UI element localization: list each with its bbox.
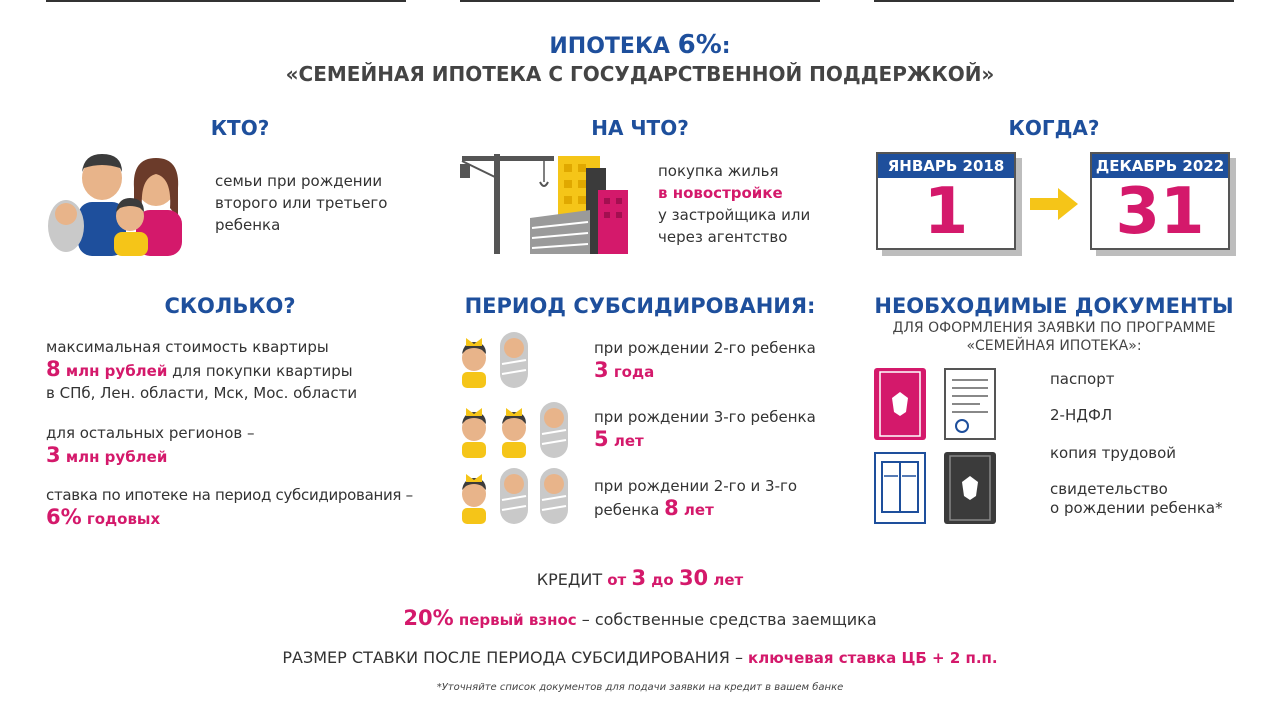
page-title bbox=[0, 30, 1280, 60]
title-suffix: : bbox=[721, 34, 731, 59]
period-row3-unit: лет bbox=[678, 501, 714, 519]
docs-subheading-2: «СЕМЕЙНАЯ ИПОТЕКА»: bbox=[966, 338, 1142, 354]
period-row1-num: 3 bbox=[594, 358, 609, 382]
how-much-line-1: максимальная стоимость квартиры bbox=[46, 338, 329, 356]
title-rate: 6% bbox=[677, 30, 722, 60]
what-line-1: покупка жилья bbox=[658, 162, 779, 180]
calendar-end-day: 31 bbox=[1115, 175, 1205, 249]
period-row2-label: при рождении 3-го ребенка bbox=[594, 408, 816, 426]
docs-subheading-1: ДЛЯ ОФОРМЛЕНИЯ ЗАЯВКИ ПО ПРОГРАММЕ bbox=[892, 320, 1216, 336]
credit-from-num: 3 bbox=[631, 566, 647, 590]
footnote: *Уточняйте список документов для подачи заявки на кредит в вашем банке bbox=[436, 682, 844, 693]
how-much-line-5: ставка по ипотеке на период субсидирования – bbox=[46, 486, 413, 504]
how-much-amount2 bbox=[46, 444, 436, 468]
doc-item-certificate-2: о рождении ребенка* bbox=[1050, 499, 1223, 517]
what-line-3: у застройщика или bbox=[658, 206, 811, 224]
credit-label: КРЕДИТ bbox=[536, 570, 608, 589]
what-line-2: в новостройке bbox=[658, 184, 783, 202]
period-row3-value bbox=[594, 497, 834, 521]
amount2-unit: млн рублей bbox=[60, 448, 168, 466]
arrow-right-icon bbox=[1030, 184, 1080, 224]
after-rate-value: ключевая ставка ЦБ + 2 п.п. bbox=[748, 649, 998, 667]
when-heading: КОГДА? bbox=[1008, 116, 1100, 140]
credit-to: до bbox=[646, 571, 679, 589]
credit-from: от bbox=[607, 571, 632, 589]
calendar-page bbox=[876, 152, 1016, 250]
doc-item-workbook: копия трудовой bbox=[1050, 444, 1177, 462]
what-line-4: через агентство bbox=[658, 228, 788, 246]
period-row2-icons bbox=[458, 400, 574, 460]
period-row1-text bbox=[594, 337, 834, 383]
period-row1-icons bbox=[458, 330, 538, 390]
down-payment-rest: – собственные средства заемщика bbox=[576, 610, 877, 629]
how-much-line-2-rest: для покупки квартиры bbox=[167, 362, 353, 380]
amount2-num: 3 bbox=[46, 443, 61, 467]
credit-unit: лет bbox=[708, 571, 744, 589]
period-row1-label: при рождении 2-го ребенка bbox=[594, 339, 816, 357]
period-row2-unit: лет bbox=[608, 432, 644, 450]
period-row2-value bbox=[594, 428, 834, 452]
credit-to-num: 30 bbox=[678, 566, 709, 590]
how-much-line-2 bbox=[46, 358, 436, 382]
rate-unit: годовых bbox=[81, 510, 161, 528]
rate-num: 6% bbox=[46, 505, 82, 529]
building-illustration bbox=[460, 148, 632, 256]
who-text bbox=[215, 170, 435, 236]
down-payment-line bbox=[0, 606, 1280, 630]
period-row2-text bbox=[594, 406, 834, 452]
workbook-icon bbox=[874, 452, 928, 526]
docs-heading: НЕОБХОДИМЫЕ ДОКУМЕНТЫ bbox=[874, 294, 1234, 318]
down-payment-label: первый взнос bbox=[453, 611, 577, 629]
how-much-rate bbox=[46, 506, 436, 530]
passport-icon bbox=[874, 368, 928, 442]
top-divider-right bbox=[874, 0, 1234, 2]
calendar-start bbox=[876, 152, 1024, 256]
down-payment-pct: 20% bbox=[403, 606, 454, 630]
doc-item-ndfl: 2-НДФЛ bbox=[1050, 406, 1113, 424]
amount1-num: 8 bbox=[46, 357, 61, 381]
after-rate-line bbox=[0, 648, 1280, 667]
how-much-text bbox=[46, 336, 436, 530]
period-row3-label: при рождении 2-го и 3-го bbox=[594, 477, 798, 495]
period-heading: ПЕРИОД СУБСИДИРОВАНИЯ: bbox=[464, 294, 816, 318]
who-heading: КТО? bbox=[210, 116, 270, 140]
top-divider-center bbox=[460, 0, 820, 2]
top-divider-left bbox=[46, 0, 406, 2]
doc-item-passport: паспорт bbox=[1050, 370, 1115, 388]
credit-line bbox=[0, 566, 1280, 590]
calendar-end bbox=[1090, 152, 1238, 256]
calendar-end-month: ДЕКАБРЬ 2022 bbox=[1092, 154, 1228, 178]
how-much-heading: СКОЛЬКО? bbox=[164, 294, 296, 318]
period-row3-label-2: ребенка bbox=[594, 501, 665, 519]
who-line-1: семьи при рождении bbox=[215, 172, 383, 190]
period-row3-icons bbox=[458, 466, 574, 526]
who-line-3: ребенка bbox=[215, 216, 281, 234]
amount1-unit: млн рублей bbox=[60, 362, 168, 380]
calendar-start-month: ЯНВАРЬ 2018 bbox=[878, 154, 1014, 178]
after-rate-label: РАЗМЕР СТАВКИ ПОСЛЕ ПЕРИОДА СУБСИДИРОВАНИЯ – bbox=[282, 648, 749, 667]
birth-certificate-icon bbox=[944, 452, 998, 526]
page-subtitle: «СЕМЕЙНАЯ ИПОТЕКА С ГОСУДАРСТВЕННОЙ ПОДДЕРЖКОЙ» bbox=[285, 62, 995, 86]
how-much-line-4: для остальных регионов – bbox=[46, 424, 255, 442]
family-illustration bbox=[44, 148, 188, 256]
what-heading: НА ЧТО? bbox=[591, 116, 689, 140]
calendar-page bbox=[1090, 152, 1230, 250]
period-row3-num: 8 bbox=[664, 496, 679, 520]
what-text bbox=[658, 160, 858, 248]
ndfl-document-icon bbox=[944, 368, 998, 442]
how-much-line-3: в СПб, Лен. области, Мск, Мос. области bbox=[46, 384, 358, 402]
period-row1-unit: года bbox=[608, 363, 655, 381]
period-row3-text bbox=[594, 475, 834, 521]
period-row1-value bbox=[594, 359, 834, 383]
doc-item-certificate-1: свидетельство bbox=[1050, 480, 1168, 498]
who-line-2: второго или третьего bbox=[215, 194, 388, 212]
title-prefix: ИПОТЕКА bbox=[549, 34, 678, 59]
period-row2-num: 5 bbox=[594, 427, 609, 451]
calendar-start-day: 1 bbox=[923, 175, 969, 249]
